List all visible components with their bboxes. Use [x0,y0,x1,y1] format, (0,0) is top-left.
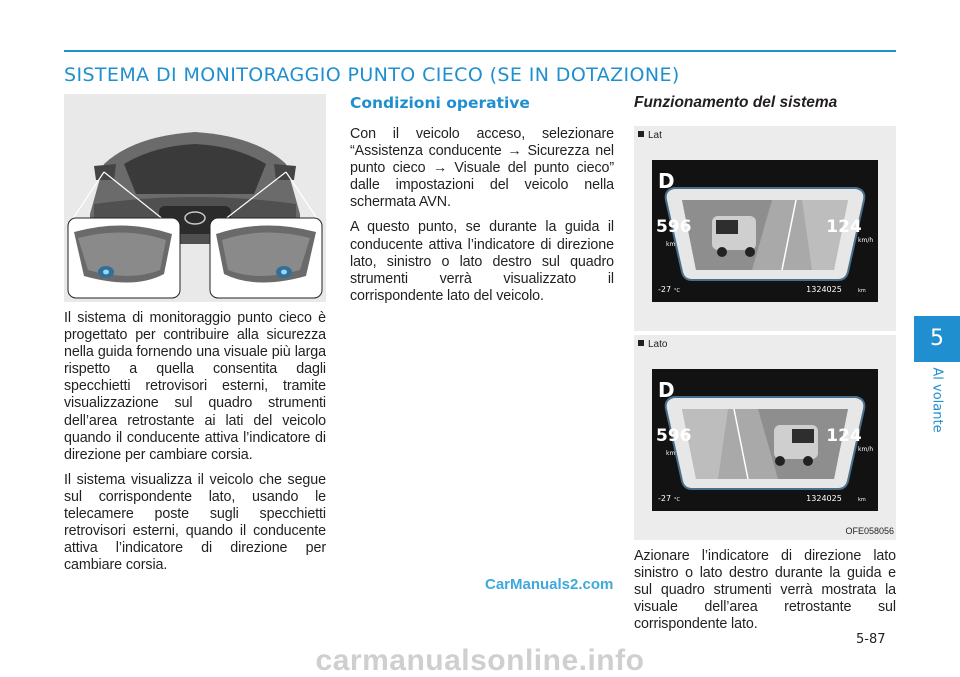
speed-unit: km/h [858,237,874,244]
conditions-heading: Condizioni operative [350,94,530,112]
watermark-link[interactable]: CarManuals2.com [485,576,614,593]
chapter-label: Al volante [929,367,945,433]
conditions-paragraph-1: Con il veicolo acceso, selezionare “Assistenza conducente → Sicurezza nel punto cieco → Visuale del punto cieco” dalle impostazioni del veicolo nella schermata AVN. [350,126,614,211]
operation-paragraph: Azionare l’indicatore di direzione lato sinistro o lato destro durante la guida e sul quadro strumenti verrà mostrata la visuale dell’area retrostante sul corrispondente lato. [634,548,896,633]
gear-indicator: D [658,169,675,193]
temperature-value: -27 [658,494,672,503]
page-number: 5-87 [856,632,886,647]
temperature-unit: °C [674,288,680,294]
column-operation [634,94,896,641]
figure-code: OFE058056 [845,526,894,536]
range-unit: km [666,241,676,248]
bullet-square-icon [638,340,644,346]
gear-indicator: D [658,378,675,402]
odometer-value: 1324025 [806,285,842,294]
header-rule [64,50,896,52]
footer-watermark: carmanualsonline.info [315,644,645,677]
panel-label: Lat [638,130,662,141]
section-title: SISTEMA DI MONITORAGGIO PUNTO CIECO (SE IN DOTAZIONE) [64,64,680,86]
intro-paragraph-1: Il sistema di monitoraggio punto cieco è progettato per contribuire alla sicurezza nella guida fornendo una visuale più larga rispetto a quella consentita dagli specchietti retrovisori esterni, tramite visualizzazione sul quadro strumenti dell’area retrostante ai lati del veicolo quando il conducente attiva l’indicatore di direzione per cambiare corsia. [64,310,326,463]
odometer-unit: km [858,497,866,503]
intro-paragraph-2: Il sistema visualizza il veicolo che segue sul corrispondente lato, usando le telecamere poste sugli specchietti retrovisori esterni, quando il conducente attiva l’indicatore di direzione per cambiare corsia. [64,471,326,574]
mirror-camera-illustration [64,94,326,302]
cluster-panel-right [634,335,896,540]
panel-label: Lato [638,339,667,350]
odometer-value: 1324025 [806,494,842,503]
column-conditions [350,94,614,313]
odometer-unit: km [858,288,866,294]
cluster-readouts [652,369,878,511]
range-value: 596 [656,426,692,446]
chapter-tab: 5 [914,316,960,362]
conditions-paragraph-2: A questo punto, se durante la guida il conducente attiva l’indicatore di direzione lato, sinistro o lato destro sul quadro strumenti verrà visualizzato il corrispondente lato del veicolo. [350,219,614,304]
column-intro [64,94,326,582]
speed-value: 124 [826,426,862,446]
operation-heading: Funzionamento del sistema [634,94,838,111]
range-unit: km [666,450,676,457]
range-value: 596 [656,217,692,237]
car-front-mirror-image [64,94,326,302]
cluster-readouts [652,160,878,302]
temperature-unit: °C [674,497,680,503]
speed-value: 124 [826,217,862,237]
cluster-panel-left [634,126,896,331]
speed-unit: km/h [858,446,874,453]
temperature-value: -27 [658,285,672,294]
bullet-square-icon [638,131,644,137]
